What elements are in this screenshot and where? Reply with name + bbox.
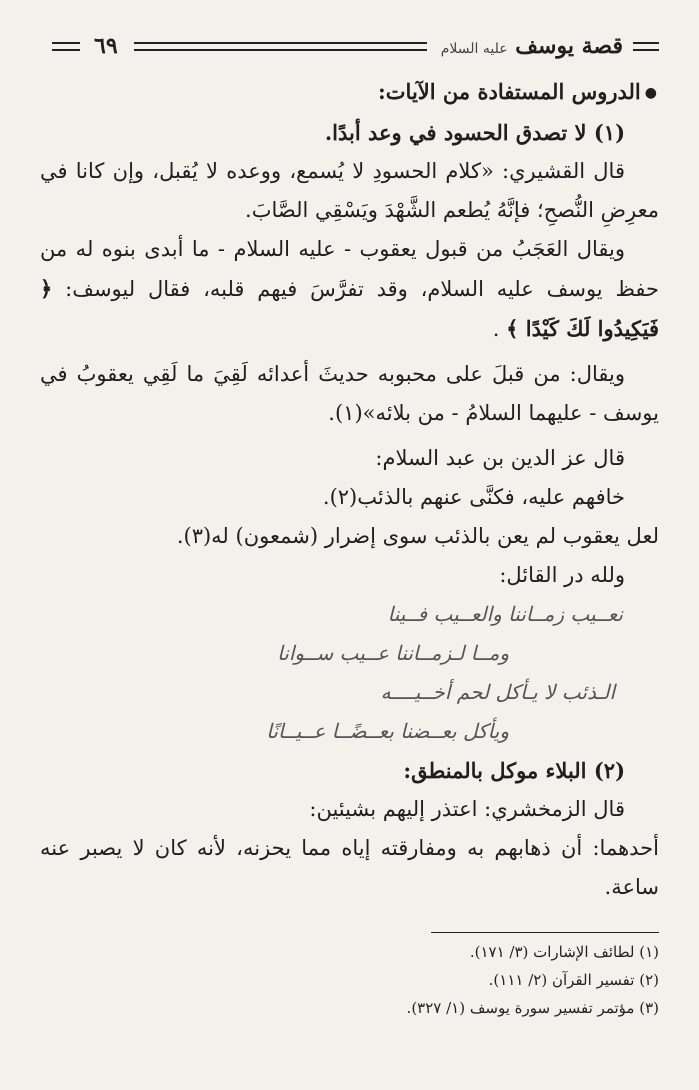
section-heading-text: الدروس المستفادة من الآيات: [378,79,641,104]
page-body [40,72,659,907]
page-number: ٦٩ [94,33,118,59]
beloved-paragraph: ويقال: من قبلَ على محبوبه حديثَ أعدائه لَقِيَ ما لَقِي يعقوبُ في يوسف - عليهما السلامُ - من بلائه»(١). [40,362,659,425]
poem-verse: ومــا لـزمــاننا عــيب ســوانا [277,641,509,665]
header-rule-right [633,42,659,51]
running-title [441,33,623,59]
poem-verse: الـذئب لا يـأكل لحم أخــيــــه [380,680,615,704]
footnote: (١) لطائف الإشارات (٣/ ١٧١). [469,943,659,961]
poem-verse: نعــيب زمــاننا والعــيب فــينا [387,602,623,626]
footnote: (٢) تفسير القرآن (٢/ ١١١). [488,971,659,989]
footnote: (٣) مؤتمر تفسير سورة يوسف (١/ ٣٢٧). [406,999,659,1017]
lesson-two: (٢) البلاء موكل بالمنطق: [403,758,625,783]
quran-verse: ﴿ فَيَكِيدُوا لَكَ كَيْدًا ﴾ [40,276,659,341]
poem [40,595,659,751]
page-header [52,26,659,66]
izz-aldin-intro: قال عز الدين بن عبد السلام: [375,446,625,470]
poem-verse: ويأكل بعــضنا بعــضًــا عــيــانًا [266,719,509,743]
first-reason: أحدهما: أن ذهابهم به ومفارقته إياه مما يحزنه، لأنه كان لا يصبر عنه ساعة. [40,836,659,899]
running-title-text: قصة يوسف [515,33,623,59]
bullet-icon: ● [644,85,657,101]
jacob-paragraph-text: ويقال العَجَبُ من قبول يعقوب - عليه السلام - ما أبدى بنوه له من حفظ يوسف عليه السلام، وقد تفرَّسَ فيهم قلبه، فقال ليوسف: [40,237,659,301]
header-rule-middle [134,42,427,51]
poet-intro: ولله در القائل: [499,563,625,587]
shamoun-line: لعل يعقوب لم يعن بالذئب سوى إضرار (شمعون) له(٣). [176,524,659,548]
header-rule-left [52,42,80,51]
section-heading [40,72,659,113]
footnotes [40,938,659,1022]
lesson-one: (١) لا تصدق الحسود في وعد أبدًا. [324,120,625,145]
zamakhshari-intro: قال الزمخشري: اعتذر إليهم بشيئين: [309,797,625,821]
footnote-separator [431,932,659,933]
qushayri-quote: قال القشيري: «كلام الحسودِ لا يُسمع، ووعده لا يُقبل، وإن كانا في معرِضِ النُّصحِ؛ فإنَّهُ يُطعم الشَّهْدَ ويَسْقِي الصَّابَ. [40,159,659,222]
running-title-blessing: عليه السلام [440,41,508,57]
izz-aldin-quote: خافهم عليه، فكنَّى عنهم بالذئب(٢). [322,485,625,509]
jacob-paragraph: ويقال العَجَبُ من قبول يعقوب - عليه السلام - ما أبدى بنوه له من حفظ يوسف عليه السلام، وقد تفرَّسَ فيهم قلبه، فقال ليوسف: ﴿ فَيَكِيدُوا لَكَ كَيْدًا ﴾ . [40,237,659,341]
